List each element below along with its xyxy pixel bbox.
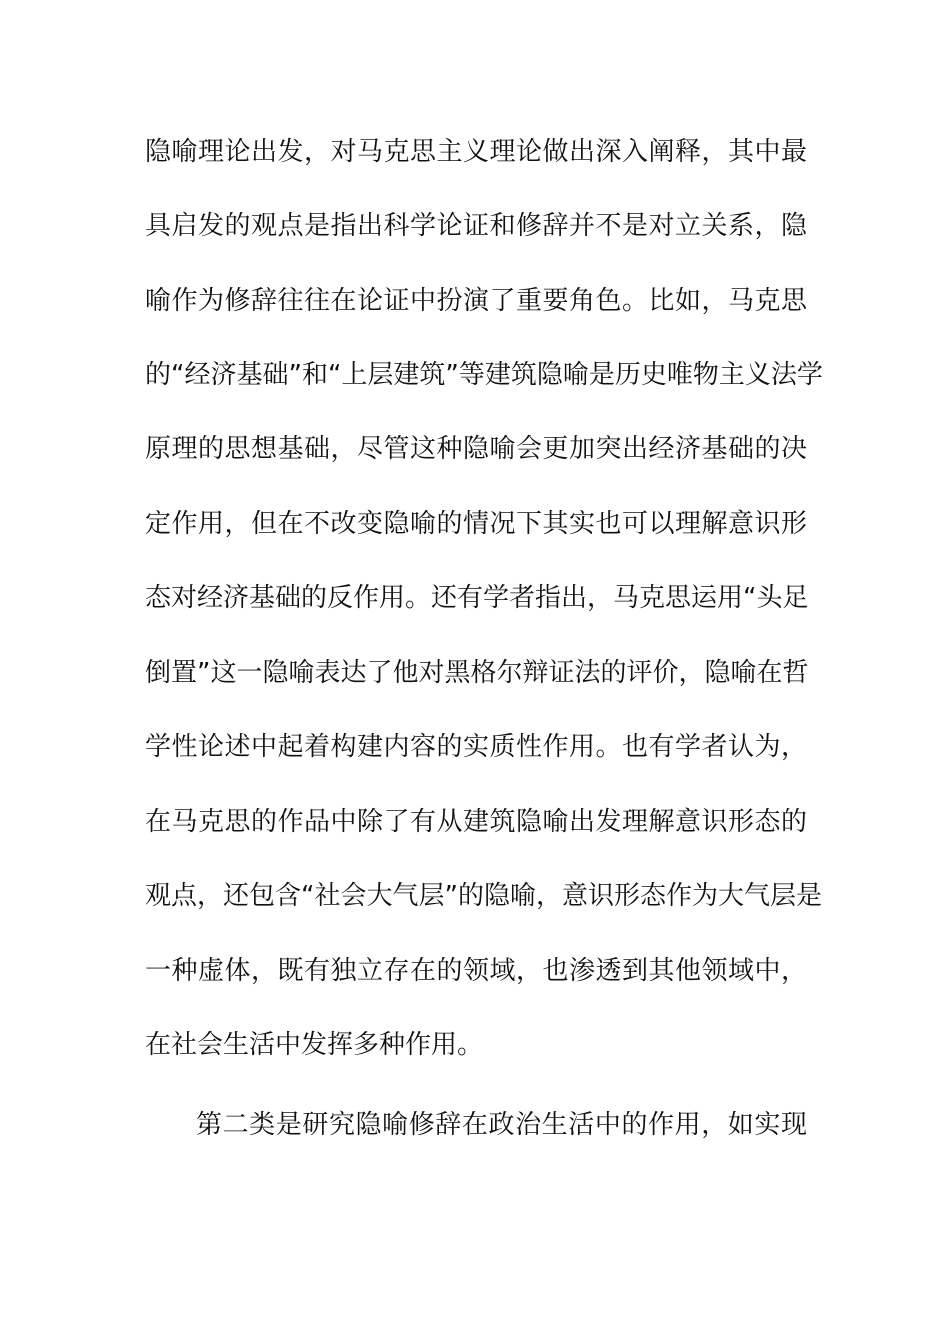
paragraph-line: 学性论述中起着构建内容的实质性作用。也有学者认为， [145,732,807,762]
paragraph-line: 在马克思的作品中除了有从建筑隐喻出发理解意识形态的 [145,807,807,837]
paragraph-line: 隐喻理论出发，对马克思主义理论做出深入阐释，其中最 [145,137,807,167]
paragraph-line: 具启发的观点是指出科学论证和修辞并不是对立关系，隐 [145,211,807,241]
paragraph-line: 原理的思想基础，尽管这种隐喻会更加突出经济基础的决 [145,434,807,464]
paragraph-line: 的“经济基础”和“上层建筑”等建筑隐喻是历史唯物主义法学 [145,360,823,390]
paragraph-line: 倒置”这一隐喻表达了他对黑格尔辩证法的评价，隐喻在哲 [145,658,809,688]
paragraph-line: 定作用，但在不改变隐喻的情况下其实也可以理解意识形 [145,509,807,539]
paragraph-line: 一种虚体，既有独立存在的领域，也渗透到其他领域中， [145,956,807,986]
paragraph-line: 观点，还包含“社会大气层”的隐喻，意识形态作为大气层是 [145,881,822,911]
paragraph-line: 在社会生活中发挥多种作用。 [145,1030,484,1060]
paragraph-line: 态对经济基础的反作用。还有学者指出，马克思运用“头足 [145,583,809,613]
paragraph-first-line: 第二类是研究隐喻修辞在政治生活中的作用，如实现 [196,1110,807,1140]
paragraph-line: 喻作为修辞往往在论证中扮演了重要角色。比如，马克思 [145,286,807,316]
